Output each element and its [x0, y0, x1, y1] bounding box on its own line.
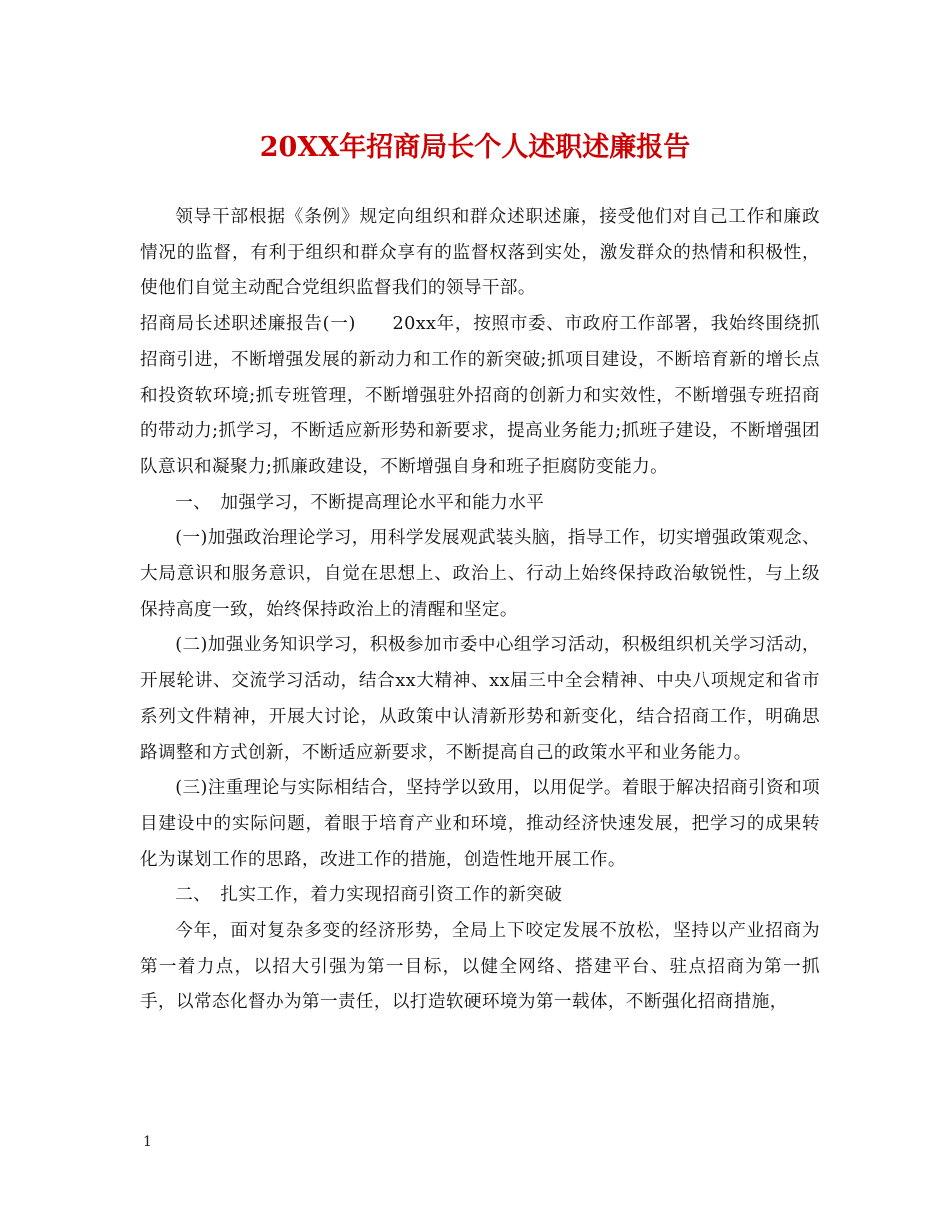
- paragraph-1-2: (二)加强业务知识学习，积极参加市委中心组学习活动，积极组织机关学习活动，开展轮讲、交流学习活动，结合xx大精神、xx届三中全会精神、中央八项规定和省市系列文件精神，开展大讨论，从政策中认清新形势和新变化，结合招商工作，明确思路调整和方式创新，不断适应新要求，不断提高自己的政策水平和业务能力。: [140, 635, 820, 763]
- document-title: 20XX年招商局长个人述职述廉报告: [259, 132, 691, 163]
- paragraph-report-opening: 招商局长述职述廉报告(一) 20xx年，按照市委、市政府工作部署，我始终围绕抓招商引进，不断增强发展的新动力和工作的新突破;抓项目建设，不断培育新的增长点和投资软环境;抓专班管理，不断增强驻外招商的创新力和实效性，不断增强专班招商的带动力;抓学习，不断适应新形势和新要求，提高业务能力;抓班子建设，不断增强团队意识和凝聚力;抓廉政建设，不断增强自身和班子拒腐防变能力。: [140, 314, 820, 477]
- section-heading-1: 一、 加强学习，不断提高理论水平和能力水平: [175, 492, 545, 513]
- document-body: [140, 200, 820, 1021]
- section-heading-2: 二、 扎实工作，着力实现招商引资工作的新突破: [175, 885, 563, 906]
- paragraph-1-3: (三)注重理论与实际相结合，坚持学以致用，以用促学。着眼于解决招商引资和项目建设中的实际问题，着眼于培育产业和环境，推动经济快速发展，把学习的成果转化为谋划工作的思路，改进工作的措施，创造性地开展工作。: [140, 778, 820, 870]
- paragraph-2-1: 今年，面对复杂多变的经济形势，全局上下咬定发展不放松，坚持以产业招商为第一着力点，以招大引强为第一目标，以健全网络、搭建平台、驻点招商为第一抓手，以常态化督办为第一责任，以打造软硬环境为第一载体，不断强化招商措施，: [140, 921, 820, 1013]
- paragraph-1-1: (一)加强政治理论学习，用科学发展观武装头脑，指导工作，切实增强政策观念、大局意识和服务意识，自觉在思想上、政治上、行动上始终保持政治敏锐性，与上级保持高度一致，始终保持政治上的清醒和坚定。: [140, 528, 820, 620]
- paragraph-intro: 领导干部根据《条例》规定向组织和群众述职述廉，接受他们对自己工作和廉政情况的监督，有利于组织和群众享有的监督权落到实处，激发群众的热情和积极性，使他们自觉主动配合党组织监督我们的领导干部。: [140, 207, 820, 299]
- page-number: 1: [143, 1134, 152, 1150]
